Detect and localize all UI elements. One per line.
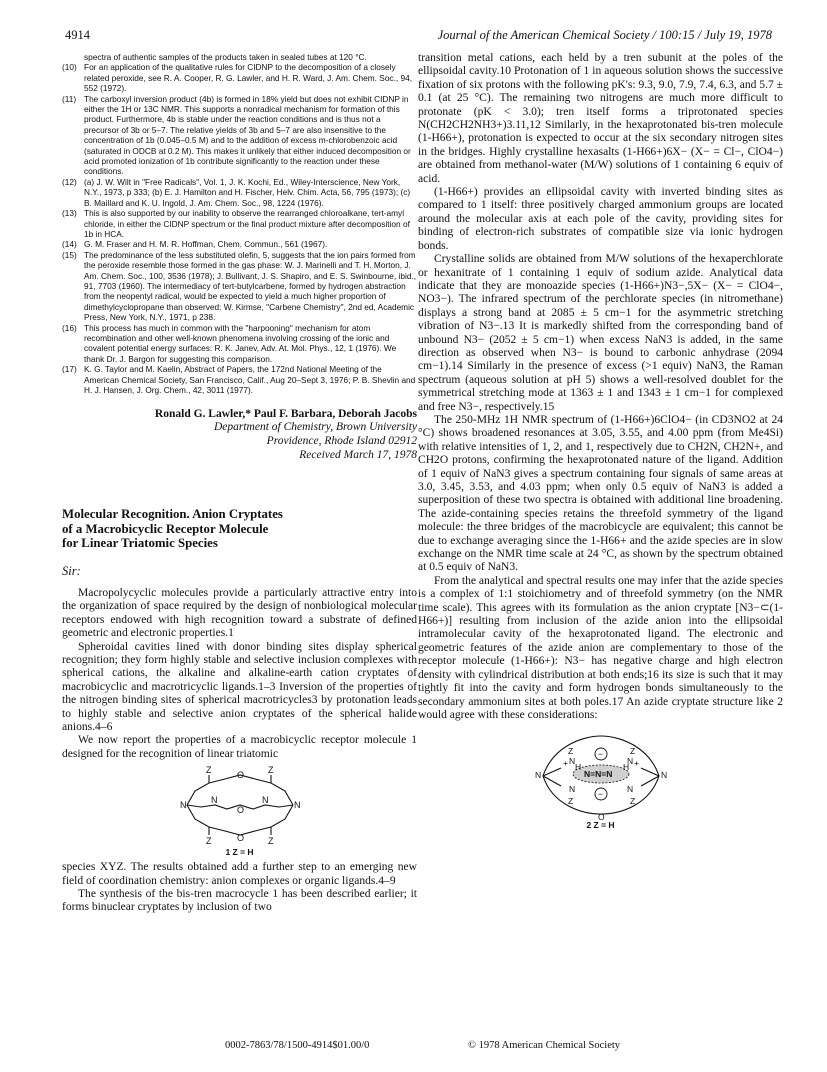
structure-2-diagram: [513, 728, 688, 820]
structure-1-o-label: O: [236, 770, 244, 781]
paragraph: Spheroidal cavities lined with donor binding sites display spherical recognition; they form highly stable and selective inclusion complexes with spherical cations, the alkaline and alkaline-earth cation cryptates of macrobicyclic and macrotricyclic ligands.1–3 Inversion of the properties of the nitrogen binding sites of spherical macrotricycles3 by protonation leads to highly stable and selective anion cryptates of the spherical halide anions.4–6: [62, 640, 417, 733]
left-body-text-continued: [62, 861, 417, 915]
structure-1-n-label: N: [210, 795, 217, 806]
page-number: 4914: [65, 28, 90, 42]
structure-2-caption: 2 Z = H: [586, 820, 615, 831]
reference-item: (17) K. G. Taylor and M. Kaelin, Abstract of Papers, the 172nd National Meeting of the American Chemical Society, San Francisco, Calif., Aug 20–Sept 3, 1976; P. B. Shevlin and H. J. Hansen, J. Org. Chem., 42, 3011 (1977).: [62, 364, 416, 395]
affiliation-location: Providence, Rhode Island 02912: [266, 435, 417, 448]
author-list: Ronald G. Lawler,* Paul F. Barbara, Deborah Jacobs: [154, 408, 417, 421]
structure-1-o-label: O: [236, 805, 244, 816]
reference-item: spectra of authentic samples of the products taken in sealed tubes at 120 °C.: [84, 52, 367, 62]
minus-sign: −: [598, 749, 603, 760]
article-title: [62, 507, 417, 551]
structure-1-caption: 1 Z = H: [225, 847, 254, 858]
right-body-text: [418, 52, 783, 722]
structure-1-z-label: Z: [267, 765, 273, 776]
structure-2-z-label: Z: [568, 746, 574, 757]
reference-item: (10) For an application of the qualitative rules for CIDNP to the decomposition of a closely related peroxide, see R. A. Cooper, R. G. Lawler, and H. R. Ward, J. Am. Chem. Soc., 94, 552 (1972).: [62, 62, 413, 94]
structure-1-n-label: N: [179, 800, 186, 811]
structure-2-z-label: Z: [630, 746, 636, 757]
right-column: [418, 52, 783, 834]
salutation: Sir:: [62, 563, 81, 578]
structure-2-o-label: O: [598, 812, 605, 821]
reference-item: (11) The carboxyl inversion product (4b) is formed in 18% yield but does not exhibit CIDNP in either the 1H or 13C NMR. This supports a nonradical mechanism for formation of this product. Furthermore, 4b is stable under the reaction conditions and is thus not a precursor of 3b or 5–7. The relative yields of 3b and 5–7 are also insensitive to the concentration of 1b (0.045–0.5 M) and to the addition of excess m-chlorobenzoic acid (saturated in ODCB at 0.2 M). This makes it unlikely that either induced decomposition or acid promoted ionization of 1b contribute significantly to the reaction under these conditions.: [62, 93, 411, 177]
reference-item: (13) This is also supported by our inability to observe the rearranged chloroalkane, tert-amyl chloride, in either the CIDNP spectrum or the final product mixture after decomposition of 1b in HCA.: [62, 208, 410, 239]
paragraph: Crystalline solids are obtained from M/W solutions of the hexaperchlorate or hexanitrate of 1 containing 1 equiv of sodium azide. Analytical data indicate that they are monoazide species (1-H66+)N3−,5X− (X− = ClO4−, NO3−). The infrared spectrum of the perchlorate species (in nitromethane) displays a strong band at 2085 ± 5 cm−1 for the asymmetric stretching vibration of N3−.13 It is markedly shifted from the corresponding band of unbound N3− (2052 ± 5 cm−1) when excess NaN3 is added, in the same direction as observed when N3− is bound to carbonic anhydrase (2094 cm−1).14 Similarly in the presence of excess (>1 equiv) NaN3, the Raman spectrum (aqueous solution at pH 5) shows a well-resolved doublet for the symmetrical stretching mode at 1363 ± 1 and 1343 ± 1 cm−1 for complexed and free N3−, respectively.15: [418, 253, 783, 413]
structure-2-z-label: Z: [630, 796, 636, 807]
structure-2-z-label: Z: [568, 796, 574, 807]
structure-1-z-label: Z: [205, 765, 211, 776]
reference-item: (14) G. M. Fraser and H. M. R. Hoffman, Chem. Commun., 561 (1967).: [62, 239, 328, 250]
reference-item: (16) This process has much in common with the "harpooning" mechanism for atom recombination and other well-known phenomena involving crossing of the ionic and covalent potential energy surfaces: R. K. Janev, Adv. At. Mol. Phys., 12, 1 (1976). We thank Dr. J. Bargon for suggesting this comparison.: [62, 322, 397, 364]
title-line: Molecular Recognition. Anion Cryptates: [62, 507, 283, 522]
structure-2-h-label: H: [623, 762, 630, 773]
structure-2-n-label: N: [569, 784, 576, 795]
paragraph: Macropolycyclic molecules provide a particularly attractive entry into the organization of space required by the design of nonbiological molecular receptors endowed with high recognition toward a substrate of defined geometric and electronic properties.1: [62, 586, 417, 640]
paragraph: The 250-MHz 1H NMR spectrum of (1-H66+)6ClO4− (in CD3NO2 at 24 °C) shows broadened resonances at 3.05, 3.55, and 4.00 ppm (from Me4Si) with relative intensities of 1, 2, and 1, respectively due to CH2N, CH2N+, and CH2O protons, confirming the hexaprotonated nature of the ligand. Addition of 1 equiv of NaN3 gives a spectrum containing four signals of same areas at 3.0, 3.45, 3.53, and 4.03 ppm; when only 0.5 equiv of NaN3 is added a superposition of these two spectra is obtained with additional line broadening. The azide-containing species retains the threefold symmetry of the ligand molecule: the three bridges of the macrobicycle are equivalent; this cannot be due to exchange averaging since the 1-H66+ and the azide species are in slow exchange on the NMR time scale at 24 °C, as shown by the spectrum obtained at 0.5 equiv of NaN3.: [418, 413, 783, 574]
paragraph: We now report the properties of a macrobicyclic receptor molecule 1 designed for the recognition of linear triatomic: [62, 734, 417, 760]
footer-copyright: © 1978 American Chemical Society: [468, 1040, 621, 1051]
structure-1-n-label: N: [293, 800, 300, 811]
structure-1-z-label: Z: [205, 836, 211, 847]
structure-2-h-label: H: [575, 762, 582, 773]
received-date: Received March 17, 1978: [299, 449, 417, 462]
structure-2-n-label: N: [661, 770, 668, 781]
structure-1-diagram: [165, 761, 315, 847]
structure-1-o-label: O: [236, 833, 244, 844]
minus-sign: −: [598, 789, 603, 800]
paragraph: transition metal cations, each held by a tren subunit at the poles of the ellipsoidal cavity.10 Protonation of 1 in aqueous solution shows the successive fixation of six protons with the following pK's: 9.3, 9.0, 7.9, 7.4, 6.3, and 5.7 ± 0.1 (at 25 °C). The remaining two nitrogens are much more difficult to protonate (pK < 3.0); tren itself forms a triprotonated species N(CH2CH2NH3+)3.11,12 Similarly, in the hexaprotonated bis-tren molecule (1-H66+), protonation is expected to occur at the six secondary nitrogen sites in the bridges. Highly crystalline hexasalts (1-H66+)6X− (X− = Cl−, ClO4−) are obtained from methanol-water (M/W) solutions of 1 containing 6 equiv of acid.: [418, 52, 783, 185]
structure-2-n-label: N: [569, 756, 576, 767]
paragraph: From the analytical and spectral results one may infer that the azide species is a complex of 1:1 stoichiometry and of threefold symmetry (on the NMR time scale). This agrees with its formulation as the anion cryptate [N3−⊂(1-H66+)] resulting from inclusion of the azide anion into the ellipsoidal intramolecular cavity of the hexaprotonated ligand. The electronic and geometric features of the azide anion are complementary to those of the receptor molecule (1-H66+): N3− has negative charge and high electron density with cylindrical distribution at both ends;16 its size is such that it may tightly fit into the cavity and form hydrogen bonds simultaneously to the secondary ammonium sites at both poles.17 An azide cryptate structure like 2 would agree with these considerations:: [418, 574, 783, 721]
structure-2-n-label: N: [627, 756, 634, 767]
reference-item: (12) (a) J. W. Wilt in "Free Radicals", Vol. 1, J. K. Kochi, Ed., Wiley-Interscience, New York, N.Y., 1973, p 333; (b) E. J. Hamilton and H. Fischer, Helv. Chim. Acta, 56, 795 (1973); (c) B. Maillard and K. U. Ingold, J. Am. Chem. Soc., 98, 1224 (1976).: [62, 176, 411, 208]
structure-2-n-label: N: [535, 770, 542, 781]
footer-code: 0002-7863/78/1500-4914$01.00/0: [225, 1040, 370, 1051]
left-body-text: [62, 587, 417, 761]
title-line: of a Macrobicyclic Receptor Molecule: [62, 521, 269, 536]
paragraph: (1-H66+) provides an ellipsoidal cavity with inverted binding sites as compared to 1 itself: three positively charged ammonium groups are located around the molecular axis at each pole of the cavity, providing sites for binding of electron-rich substrates of compatible size via ionic hydrogen bonds.: [418, 186, 783, 252]
affiliation: [62, 420, 417, 448]
plus-sign: +: [563, 758, 568, 769]
paragraph: species XYZ. The results obtained add a further step to an emerging new field of coordination chemistry: anion complexes or organic ligands.4–9: [62, 861, 417, 887]
journal-header: Journal of the American Chemical Society / 100:15 / July 19, 1978: [437, 28, 772, 42]
title-line: for Linear Triatomic Species: [62, 536, 218, 551]
affiliation-department: Department of Chemistry, Brown University: [213, 421, 417, 434]
structure-1-n-label: N: [261, 795, 268, 806]
reference-list: [62, 52, 417, 395]
plus-sign: +: [634, 758, 639, 769]
reference-item: (15) The predominance of the less substituted olefin, 5, suggests that the ion pairs formed from the peroxide resemble those formed in the gas phase: W. J. Marinelli and T. H. Morton, J. Am. Chem. Soc., 100, 3536 (1978); J. Bullivant, J. S. Shapiro, and E. S. Swinbourne, ibid., 91, 7703 (1960). The intermediacy of tert-butylcarbene, formed by hydrogen abstraction from the neopentyl radical, would be expected to yield a much higher proportion of dimethylcyclopropane than observed: W. Kirmse, "Carbene Chemistry", 2nd ed, Academic Press, New York, N.Y., 1971, p 238.: [62, 249, 417, 323]
structure-2-n-label: N: [627, 784, 634, 795]
structure-1-z-label: Z: [267, 836, 273, 847]
left-column: [62, 52, 417, 915]
paragraph: The synthesis of the bis-tren macrocycle 1 has been described earlier; it forms binuclear cryptates by inclusion of two: [62, 888, 417, 914]
azide-label: N=N=N: [584, 769, 613, 780]
